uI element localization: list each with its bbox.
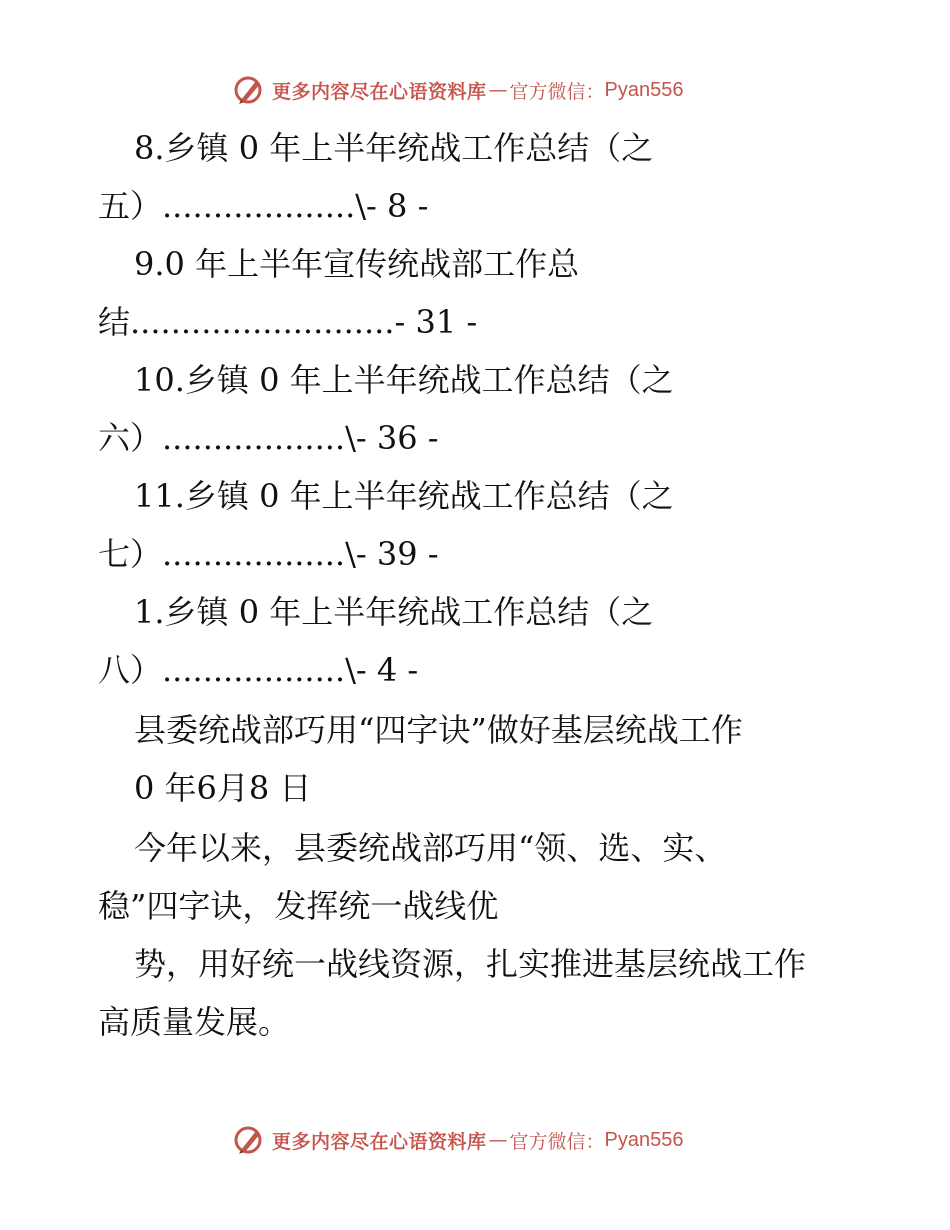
toc-item-3-line2: 六）..................\- 36 - [98, 419, 439, 457]
banner-dash: — [488, 79, 508, 101]
banner-text: 更多内容尽在心语资料库 [272, 1130, 487, 1153]
toc-item-1-line1: 8.乡镇 0 年上半年统战工作总结（之 [134, 129, 654, 167]
banner-wechat-label: 官方微信： [509, 80, 605, 103]
toc-item-3-line1: 10.乡镇 0 年上半年统战工作总结（之 [134, 361, 674, 399]
header-banner [232, 72, 684, 108]
paragraph-2-line2: 高质量发展。 [98, 1003, 291, 1041]
toc-item-2-line2: 结..........................- 31 - [98, 303, 478, 341]
toc-item-1-line2: 五）...................\- 8 - [98, 187, 429, 225]
footer-banner [232, 1122, 684, 1158]
paragraph-1-line1: 今年以来，县委统战部巧用“领、选、实、 [134, 829, 727, 867]
article-date: 0 年6月8 日 [134, 769, 312, 807]
paragraph-1-line2: 稳”四字诀，发挥统一战线优 [98, 887, 499, 925]
toc-item-2-line1: 9.0 年上半年宣传统战部工作总 [134, 245, 580, 283]
article-title: 县委统战部巧用“四字诀”做好基层统战工作 [134, 711, 743, 749]
banner-wechat-id: Pyan556 [604, 1128, 684, 1151]
toc-item-4-line1: 11.乡镇 0 年上半年统战工作总结（之 [134, 477, 674, 515]
pen-logo-icon [232, 73, 266, 107]
paragraph-2-line1: 势，用好统一战线资源，扎实推进基层统战工作 [134, 945, 807, 983]
banner-wechat-label: 官方微信： [509, 1130, 605, 1153]
banner-dash: — [488, 1129, 508, 1151]
pen-logo-icon [232, 1123, 266, 1157]
toc-item-5-line2: 八）..................\- 4 - [98, 651, 419, 689]
toc-item-4-line2: 七）..................\- 39 - [98, 535, 439, 573]
banner-text: 更多内容尽在心语资料库 [272, 80, 487, 103]
toc-item-5-line1: 1.乡镇 0 年上半年统战工作总结（之 [134, 593, 654, 631]
banner-wechat-id: Pyan556 [604, 78, 684, 101]
